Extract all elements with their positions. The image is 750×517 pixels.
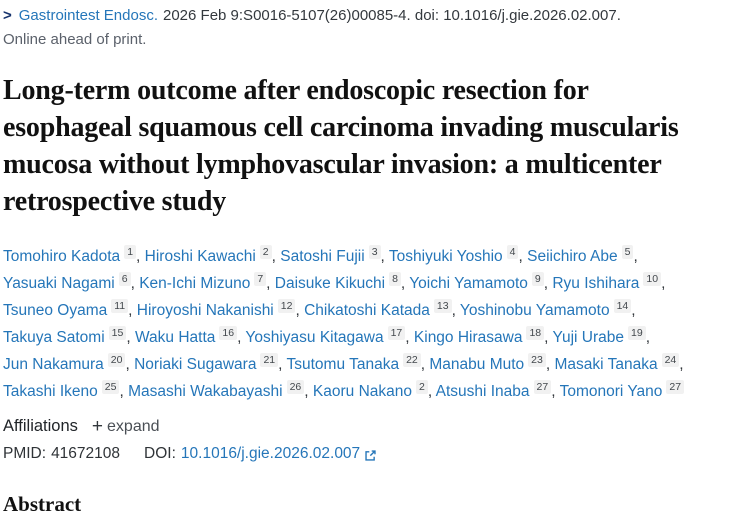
author-item (553, 329, 646, 346)
author-affiliation-number: 4 (507, 245, 519, 259)
expand-label: expand (107, 417, 160, 435)
author-item (245, 329, 405, 346)
author-separator: , (266, 275, 275, 292)
author-separator: , (645, 329, 651, 346)
pmid-value: 41672108 (51, 445, 121, 462)
author-separator: , (679, 356, 684, 373)
author-separator: , (237, 329, 246, 346)
author-link[interactable]: Jun Nakamura (3, 356, 104, 373)
abstract-heading: Abstract (3, 492, 82, 516)
author-link[interactable]: Kingo Hirasawa (413, 329, 523, 346)
author-affiliation-number: 19 (628, 326, 646, 340)
author-affiliation-number: 27 (666, 380, 684, 394)
author-separator: , (278, 356, 287, 373)
author-item (414, 329, 544, 346)
author-separator: , (631, 302, 636, 319)
author-link[interactable]: Chikatoshi Katada (304, 302, 430, 319)
author-affiliation-number: 27 (534, 380, 552, 394)
external-link-icon (364, 449, 377, 462)
author-affiliation-number: 23 (528, 353, 546, 367)
author-separator: , (405, 329, 414, 346)
author-link[interactable]: Atsushi Inaba (435, 383, 530, 400)
author-link[interactable]: Yoshiyasu Kitagawa (245, 329, 384, 346)
identifiers-row (3, 445, 742, 463)
author-affiliation-number: 5 (622, 245, 634, 259)
author-link[interactable]: Masashi Wakabayashi (128, 383, 283, 400)
author-link[interactable]: Takashi Ikeno (3, 383, 98, 400)
author-separator: , (126, 329, 135, 346)
author-item (280, 248, 380, 265)
author-item (554, 356, 679, 373)
author-separator: , (420, 356, 430, 373)
author-link[interactable]: Masaki Tanaka (554, 356, 658, 373)
author-affiliation-number: 3 (369, 245, 381, 259)
author-item (145, 248, 272, 265)
author-link[interactable]: Daisuke Kikuchi (274, 275, 386, 292)
author-affiliation-number: 10 (643, 272, 661, 286)
author-link[interactable]: Yoichi Yamamoto (409, 275, 528, 292)
author-separator: , (304, 383, 313, 400)
author-separator: , (518, 248, 528, 265)
author-affiliation-number: 12 (278, 299, 296, 313)
author-item (304, 302, 452, 319)
author-item (3, 302, 128, 319)
author-separator: , (427, 383, 436, 400)
author-item (409, 275, 543, 292)
doi-link[interactable] (181, 445, 377, 463)
author-item (137, 302, 296, 319)
affiliations-label: Affiliations (3, 417, 78, 435)
author-separator: , (545, 356, 555, 373)
author-separator: , (130, 275, 140, 292)
affiliations-row (3, 417, 742, 436)
author-link[interactable]: Yoshinobu Yamamoto (459, 302, 610, 319)
author-link[interactable]: Manabu Muto (429, 356, 525, 373)
author-item (552, 275, 661, 292)
author-item (128, 383, 304, 400)
author-item (286, 356, 420, 373)
author-affiliation-number: 18 (526, 326, 544, 340)
author-separator: , (128, 302, 137, 319)
doi-link-text: 10.1016/j.gie.2026.02.007 (180, 445, 361, 462)
author-item (389, 248, 519, 265)
author-affiliation-number: 25 (102, 380, 120, 394)
citation-details: 2026 Feb 9:S0016-5107(26)00085-4. doi: 10.1016/j.gie.2026.02.007. (163, 7, 621, 24)
author-item (3, 383, 119, 400)
author-affiliation-number: 26 (287, 380, 305, 394)
plus-icon: + (91, 416, 104, 437)
article-title: Long-term outcome after endoscopic resection for esophageal squamous cell carcinoma invading muscularis mucosa without lymphovascular invasion: a multicenter retrospective study (3, 75, 679, 217)
author-item (135, 329, 237, 346)
author-affiliation-number: 22 (403, 353, 421, 367)
author-link[interactable]: Takuya Satomi (3, 329, 105, 346)
author-separator: , (543, 275, 553, 292)
author-link[interactable]: Seiichiro Abe (527, 248, 618, 265)
author-affiliation-number: 24 (662, 353, 680, 367)
chevron-right-icon[interactable]: > (3, 7, 12, 24)
journal-link[interactable]: Gastrointest Endosc. (18, 7, 158, 24)
author-item (3, 275, 131, 292)
author-link[interactable]: Yasuaki Nagami (3, 275, 115, 292)
author-link[interactable]: Hiroshi Kawachi (144, 248, 256, 265)
author-affiliation-number: 9 (532, 272, 544, 286)
author-separator: , (125, 356, 135, 373)
author-separator: , (544, 329, 553, 346)
author-separator: , (119, 383, 129, 400)
author-affiliation-number: 16 (219, 326, 237, 340)
author-affiliation-number: 11 (111, 299, 128, 313)
author-separator: , (633, 248, 638, 265)
author-separator: , (380, 248, 389, 265)
authors-list (3, 243, 725, 405)
author-link[interactable]: Tsutomu Tanaka (286, 356, 400, 373)
author-link[interactable]: Satoshi Fujii (280, 248, 365, 265)
author-item (3, 248, 136, 265)
author-separator: , (661, 275, 666, 292)
author-link[interactable]: Tomonori Yano (559, 383, 663, 400)
doi-label: DOI: (144, 445, 176, 462)
author-affiliation-number: 7 (254, 272, 266, 286)
author-affiliation-number: 21 (260, 353, 278, 367)
author-separator: , (295, 302, 305, 319)
author-affiliation-number: 14 (614, 299, 632, 313)
author-separator: , (451, 302, 460, 319)
online-ahead-of-print-status: Online ahead of print. (3, 31, 147, 48)
author-link[interactable]: Tomohiro Kadota (3, 248, 121, 265)
author-separator: , (400, 275, 410, 292)
affiliations-expand-button[interactable] (92, 417, 160, 436)
author-link[interactable]: Yuji Urabe (552, 329, 625, 346)
author-item (139, 275, 266, 292)
author-affiliation-number: 2 (416, 380, 428, 394)
author-item (560, 383, 685, 400)
author-affiliation-number: 2 (260, 245, 272, 259)
pmid-label: PMID: (3, 445, 47, 462)
journal-citation-row (3, 5, 742, 27)
author-item (275, 275, 401, 292)
author-affiliation-number: 13 (434, 299, 452, 313)
author-item (313, 383, 428, 400)
author-affiliation-number: 1 (124, 245, 136, 259)
author-link[interactable]: Waku Hatta (134, 329, 216, 346)
author-link[interactable]: Hiroyoshi Nakanishi (136, 302, 274, 319)
author-separator: , (551, 383, 560, 400)
author-item (3, 329, 126, 346)
author-item (436, 383, 552, 400)
author-item (527, 248, 633, 265)
author-link[interactable]: Ken-Ichi Mizuno (139, 275, 251, 292)
author-link[interactable]: Tsuneo Oyama (3, 302, 108, 319)
author-item (429, 356, 545, 373)
author-affiliation-number: 15 (109, 326, 127, 340)
author-link[interactable]: Kaoru Nakano (312, 383, 412, 400)
author-link[interactable]: Noriaki Sugawara (134, 356, 257, 373)
author-separator: , (136, 248, 145, 265)
author-item (134, 356, 278, 373)
author-link[interactable]: Ryu Ishihara (552, 275, 640, 292)
author-affiliation-number: 8 (389, 272, 401, 286)
author-affiliation-number: 20 (108, 353, 126, 367)
author-item (3, 356, 125, 373)
author-affiliation-number: 6 (119, 272, 131, 286)
author-affiliation-number: 17 (388, 326, 406, 340)
author-link[interactable]: Toshiyuki Yoshio (388, 248, 503, 265)
author-item (460, 302, 631, 319)
author-separator: , (271, 248, 281, 265)
